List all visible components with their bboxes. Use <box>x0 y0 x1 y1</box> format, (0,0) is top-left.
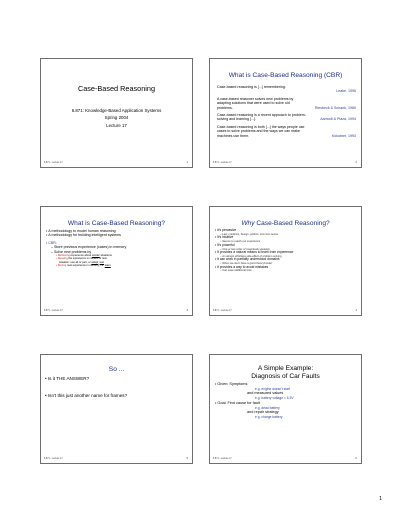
slide-title <box>210 365 361 380</box>
quote-2-row <box>217 106 356 110</box>
slide-number: 4 <box>355 309 357 312</box>
sub-bullet: – Solve new problems by <box>46 250 187 254</box>
step-text: situations <box>99 254 112 258</box>
citation-2: Riesbeck & Schank, 1989 <box>314 105 356 110</box>
course-name: 6.871: Knowledge-Based Application Systems <box>71 108 162 113</box>
bullet: • Goal: Find cause for fault <box>215 401 356 406</box>
quote-4-line: machines use them. <box>217 133 250 138</box>
bullet: • A methodology for building intelligent systems <box>46 233 187 237</box>
sub-bullet: – Store previous experience (cases) in memory <box>46 245 187 249</box>
example: e.g. engine doesn't start <box>255 386 291 391</box>
citation-3: Aamodt & Plaza, 1994 <box>320 117 356 122</box>
bullet: • It provides a way to avoid mistakes <box>215 266 356 270</box>
step-keyword: • Retrieving <box>56 254 70 257</box>
bullet: • Is it THE ANSWER? <box>45 376 187 382</box>
slide-body <box>217 85 356 138</box>
bullet: • It's pervasive <box>215 229 356 233</box>
slide-title: Case-Based Reasoning <box>77 84 156 93</box>
quote-2-line: adapting solutions that were used to solve old <box>217 101 290 106</box>
title-rest: Case-Based Reasoning? <box>254 220 330 227</box>
slide-title: What is Case-Based Reasoning? <box>67 220 166 227</box>
slide-body <box>46 229 187 268</box>
title-line: A Simple Example: <box>257 365 314 372</box>
lecture: Lecture 17 <box>106 122 127 128</box>
slide-6 <box>209 354 362 464</box>
bullet: • A methodology to model human reasoning <box>46 229 187 233</box>
slide-5 <box>40 354 193 464</box>
slide-2 <box>209 58 362 168</box>
sub-bullet: – Can save additional time <box>215 269 356 272</box>
sub-bullet: – An almost effortless side-effect of problem solving <box>215 255 356 258</box>
slide-subtitle <box>41 107 192 129</box>
step-text: the experience in context of new <box>67 257 107 261</box>
bullet: • Isn't this just another name for frames? <box>45 393 187 399</box>
slide-number: 3 <box>186 309 188 312</box>
bullet: • Given: Symptoms <box>215 382 356 387</box>
sub-bullet: – When we don't have a good theory/model <box>215 262 356 265</box>
sub-bullet: – One or two order of magnitude speedup <box>215 248 356 251</box>
bullet: • It's intuitive <box>215 236 356 240</box>
slide-title: What is Case-Based Reasoning (CBR) <box>228 72 343 79</box>
slide-footer: 6.871 - Lecture 17 <box>213 458 232 460</box>
example: e.g. dead battery <box>255 405 280 410</box>
slide-number: 1 <box>186 161 188 164</box>
citation-1: Leake, 1996 <box>336 89 356 94</box>
slide-body <box>45 376 187 399</box>
slide-title <box>210 220 361 228</box>
step-keyword: • Reusing <box>56 257 68 260</box>
slide-body <box>215 382 356 420</box>
step-keyword: • Storing <box>56 264 66 267</box>
bullet: • It provides a natural means to learn from experience <box>215 251 356 255</box>
quote-3-line: Case-based reasoning is a recent approach to problem- <box>217 113 306 118</box>
step-keyword: test <box>99 260 104 264</box>
step-text: experience about <box>69 254 92 258</box>
sub-bullet: – Seems to match our experience <box>215 240 356 243</box>
example: e.g. battery voltage = 6.3V <box>255 396 294 401</box>
quote-3-row <box>217 117 356 121</box>
step-text: situation: use all or part, or <box>59 260 92 264</box>
quote-2 <box>217 97 356 110</box>
title-line: Diagnosis of Car Faults <box>251 372 320 380</box>
step-text: , <box>98 260 100 264</box>
slide-number: 6 <box>355 457 357 460</box>
slide-footer: 6.871 - Lecture 17 <box>213 310 232 312</box>
bullet-cont: and measured values <box>247 391 284 396</box>
slide-number: 2 <box>355 161 357 164</box>
slide-3 <box>40 206 193 316</box>
quote-2-line: problems. <box>217 105 233 110</box>
slide-body <box>215 229 356 273</box>
slide-footer: 6.871 - Lecture 17 <box>44 310 63 312</box>
bullet: • It's powerful <box>215 244 356 248</box>
quote-4-line: Case-based reasoning is both [...] the ways people use <box>217 124 305 129</box>
slide-title: So ... <box>108 366 125 373</box>
quote-2-line: A case-based reasoner solves new problems by <box>217 96 294 101</box>
slide-number: 5 <box>186 457 188 460</box>
slide-footer: 6.871 - Lecture 17 <box>44 458 63 460</box>
slide-footer: 6.871 - Lecture 17 <box>44 162 63 164</box>
page-number: 1 <box>379 496 382 502</box>
slide-4 <box>209 206 362 316</box>
bullet: • It can work in partially understood domains <box>215 258 356 262</box>
slide-footer: 6.871 - Lecture 17 <box>213 162 232 164</box>
slide-1 <box>40 58 193 168</box>
term: Spring 2004 <box>104 115 129 121</box>
citation-4: Kolodner, 1993 <box>331 133 356 138</box>
step-text: new experience in memory, i.e. <box>66 264 105 268</box>
step-keyword: learn <box>104 264 111 268</box>
quote-4-line: cases to solve problems and the ways we can make <box>217 129 300 134</box>
bullet-cont: and repair strategy <box>247 410 279 415</box>
step-keyword: similar <box>91 254 100 258</box>
title-emphasis: Why <box>241 220 255 227</box>
step-keyword: adapt <box>91 260 99 264</box>
sub-bullet: – Law, medicine, design, politics, common sense <box>215 233 356 236</box>
quote-3-line: solving and learning [...]. <box>217 117 256 122</box>
quote-3 <box>217 113 356 122</box>
bullet: • CBR: <box>46 241 187 245</box>
quote-4 <box>217 125 356 138</box>
quote-1: Case-based reasoning is [...] remembering. <box>217 85 286 89</box>
step-store <box>46 264 187 267</box>
example: e.g. charge battery <box>255 414 283 419</box>
quote-4-row <box>217 134 356 138</box>
